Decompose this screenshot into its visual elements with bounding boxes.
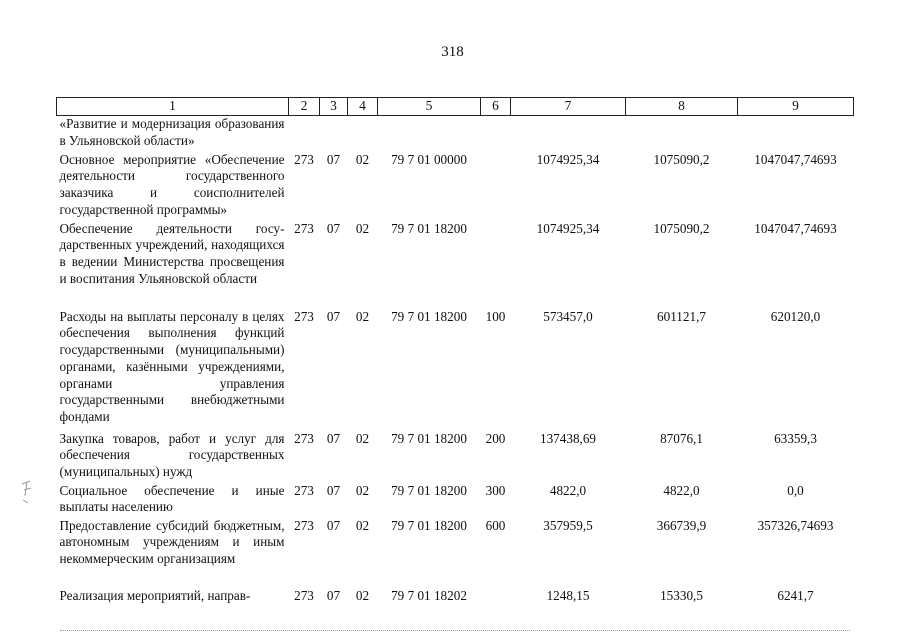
row-admin-code: 273: [294, 220, 314, 236]
row-target-article: [378, 116, 481, 152]
row-section-code: 07: [326, 482, 341, 498]
column-header-5: 5: [378, 98, 481, 116]
column-header-7: 7: [511, 98, 626, 116]
column-header-8: 8: [626, 98, 738, 116]
row-amount-7: 1074925,34: [536, 151, 600, 167]
row-admin-code: 273: [294, 517, 314, 533]
row-amount-8: 15330,5: [660, 587, 703, 603]
row-description: «Развитие и модернизация образования в Ульяновской области»: [59, 116, 285, 148]
row-subsection-code: 02: [355, 430, 370, 446]
row-amount-9: 6241,7: [777, 587, 814, 603]
row-amount-9: 1047047,74693: [754, 220, 837, 236]
header-row: [57, 98, 854, 116]
row-subsection-code: [348, 116, 378, 152]
row-amount-7: 137438,69: [539, 430, 597, 446]
column-header-3: 3: [320, 98, 348, 116]
table-row: [57, 431, 854, 483]
page-number: 318: [441, 44, 464, 60]
table-row: [57, 588, 854, 608]
row-section-code: 07: [326, 430, 341, 446]
handwritten-margin-mark: [18, 478, 36, 506]
row-expense-type: [481, 116, 511, 152]
row-description: Расходы на выплаты персоналу в целях обеспечения выполнения функций государственными (муниципальными) органами, казёнными учреждениями, органами управления государственными внебюджетными фондами: [59, 308, 285, 425]
row-subsection-code: 02: [355, 308, 370, 324]
row-section-code: 07: [326, 587, 341, 603]
row-target-article: 79 7 01 18202: [391, 587, 467, 603]
row-admin-code: 273: [294, 151, 314, 167]
row-description: Предоставление субсидий бюджетным, автономным учреждениям и иным некоммерческим организациям: [59, 517, 285, 567]
row-amount-8: 1075090,2: [653, 151, 710, 167]
row-amount-8: 4822,0: [663, 482, 700, 498]
row-expense-type: [481, 152, 511, 221]
table-header: [57, 98, 854, 116]
row-amount-7: [511, 116, 626, 152]
row-expense-type: 600: [485, 517, 506, 533]
row-amount-7: 4822,0: [549, 482, 587, 498]
row-expense-type: 100: [485, 308, 506, 324]
row-admin-code: 273: [294, 482, 314, 498]
table-row: [57, 309, 854, 431]
row-admin-code: 273: [294, 308, 314, 324]
row-amount-7: 1248,15: [546, 587, 590, 603]
row-expense-type: [481, 221, 511, 309]
row-subsection-code: 02: [355, 151, 370, 167]
row-amount-7: 1074925,34: [536, 220, 600, 236]
row-admin-code: 273: [294, 587, 314, 603]
row-amount-9: 357326,74693: [757, 517, 834, 533]
row-subsection-code: 02: [355, 517, 370, 533]
column-header-9: 9: [738, 98, 854, 116]
row-expense-type: 200: [485, 430, 506, 446]
column-header-4: 4: [348, 98, 378, 116]
row-amount-9: 63359,3: [774, 430, 817, 446]
row-amount-9: 0,0: [787, 482, 804, 498]
row-admin-code: 273: [294, 430, 314, 446]
table-row: [57, 116, 854, 152]
row-section-code: 07: [326, 220, 341, 236]
row-expense-type: [481, 588, 511, 608]
row-target-article: 79 7 01 18200: [391, 220, 467, 236]
row-target-article: 79 7 01 18200: [391, 482, 467, 498]
row-amount-7: 357959,5: [543, 517, 593, 533]
row-amount-9: 1047047,74693: [754, 151, 837, 167]
row-section-code: 07: [326, 308, 341, 324]
budget-table: [56, 97, 854, 608]
row-subsection-code: 02: [355, 220, 370, 236]
row-section-code: 07: [326, 517, 341, 533]
row-section-code: 07: [326, 151, 341, 167]
row-amount-8: [626, 116, 738, 152]
row-description: Обеспечение деятельности государственных учреждений, находящихся в ведении Министерства просвещения и воспитания Ульяновской области: [59, 220, 285, 286]
row-amount-8: 366739,9: [656, 517, 707, 533]
row-description: Закупка товаров, работ и услуг для обеспечения государственных (муниципальных) нужд: [59, 430, 285, 480]
row-target-article: 79 7 01 18200: [391, 308, 467, 324]
row-section-code: [320, 116, 348, 152]
column-header-2: 2: [289, 98, 320, 116]
column-header-1: 1: [57, 98, 289, 116]
table-row: [57, 518, 854, 588]
row-amount-8: 601121,7: [657, 308, 706, 324]
table-row: [57, 221, 854, 309]
row-subsection-code: 02: [355, 587, 370, 603]
row-admin-code: [289, 116, 320, 152]
row-amount-7: 573457,0: [543, 308, 593, 324]
row-description: Реализация мероприятий, направ-: [59, 587, 251, 603]
page-bottom-edge: [60, 630, 850, 631]
row-amount-8: 1075090,2: [653, 220, 710, 236]
row-target-article: 79 7 01 18200: [391, 430, 467, 446]
row-description: Основное мероприятие «Обеспечение деятельности государственного заказчика и соисполнителей государственной программы»: [59, 151, 285, 217]
row-amount-9: [738, 116, 854, 152]
row-amount-9: 620120,0: [770, 308, 821, 324]
table-row: [57, 483, 854, 518]
row-subsection-code: 02: [355, 482, 370, 498]
table-row: [57, 152, 854, 221]
row-expense-type: 300: [485, 482, 506, 498]
row-amount-8: 87076,1: [660, 430, 703, 446]
row-target-article: 79 7 01 18200: [391, 517, 467, 533]
row-description: Социальное обеспечение и иные выплаты населению: [59, 482, 285, 515]
column-header-6: 6: [481, 98, 511, 116]
row-target-article: 79 7 01 00000: [391, 151, 467, 167]
